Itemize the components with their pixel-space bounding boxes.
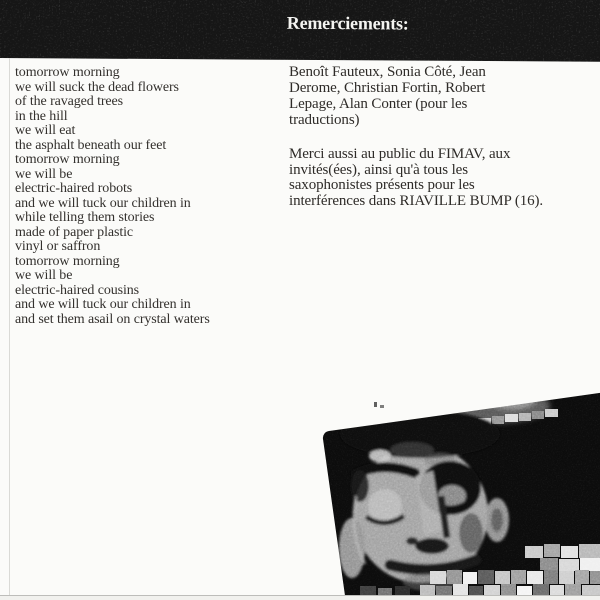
credit-line: interférences dans RIAVILLE BUMP (16).: [289, 193, 544, 210]
poem-line: electric-haired cousins: [15, 282, 140, 298]
poem-line: we will suck the dead flowers: [15, 79, 179, 95]
credit-line: traductions): [289, 111, 360, 128]
poem-line: and set them asail on crystal waters: [15, 311, 210, 327]
scan-speck: [374, 402, 377, 407]
scan-speck: [380, 405, 384, 408]
credit-line: Lepage, Alan Conter (pour les: [289, 95, 468, 112]
credits-paragraph-translators: [289, 65, 579, 129]
left-page-edge-line: [9, 58, 10, 600]
poem: [15, 66, 210, 327]
man-face-photo: [300, 368, 600, 600]
poem-line: we will be: [15, 268, 73, 283]
poem-line: the asphalt beneath our feet: [15, 137, 167, 153]
credit-line: Benoît Fauteux, Sonia Côté, Jean: [289, 64, 486, 80]
poem-line: in the hill: [15, 108, 68, 124]
poem-line: and we will tuck our children in: [15, 195, 191, 211]
credit-line: Merci aussi au public du FIMAV, aux: [289, 145, 511, 162]
credits-paragraph-public: [289, 147, 579, 211]
poem-line: electric-haired robots: [15, 181, 133, 196]
bottom-page-edge-line: [0, 595, 600, 600]
poem-line: made of paper plastic: [15, 224, 134, 240]
credits: [289, 65, 579, 228]
credit-line: Derome, Christian Fortin, Robert: [289, 79, 486, 96]
header-bar: [0, 0, 600, 62]
poem-line: we will eat: [15, 123, 76, 138]
credit-line: saxophonistes présents pour les: [289, 177, 475, 194]
poem-line: tomorrow morning: [15, 253, 120, 269]
poem-line: of the ravaged trees: [15, 94, 123, 109]
poem-line: we will be: [15, 166, 73, 182]
credit-line: invités(ées), ainsi qu'à tous les: [289, 161, 468, 178]
photo-speckle-texture: [300, 368, 600, 600]
poem-line: while telling them stories: [15, 210, 155, 225]
poem-line: tomorrow morning: [15, 152, 120, 167]
poem-line: tomorrow morning: [15, 65, 120, 80]
poem-line: and we will tuck our children in: [15, 297, 191, 312]
poem-line: vinyl or saffron: [15, 239, 101, 254]
page-title: Remerciements:: [286, 12, 409, 34]
